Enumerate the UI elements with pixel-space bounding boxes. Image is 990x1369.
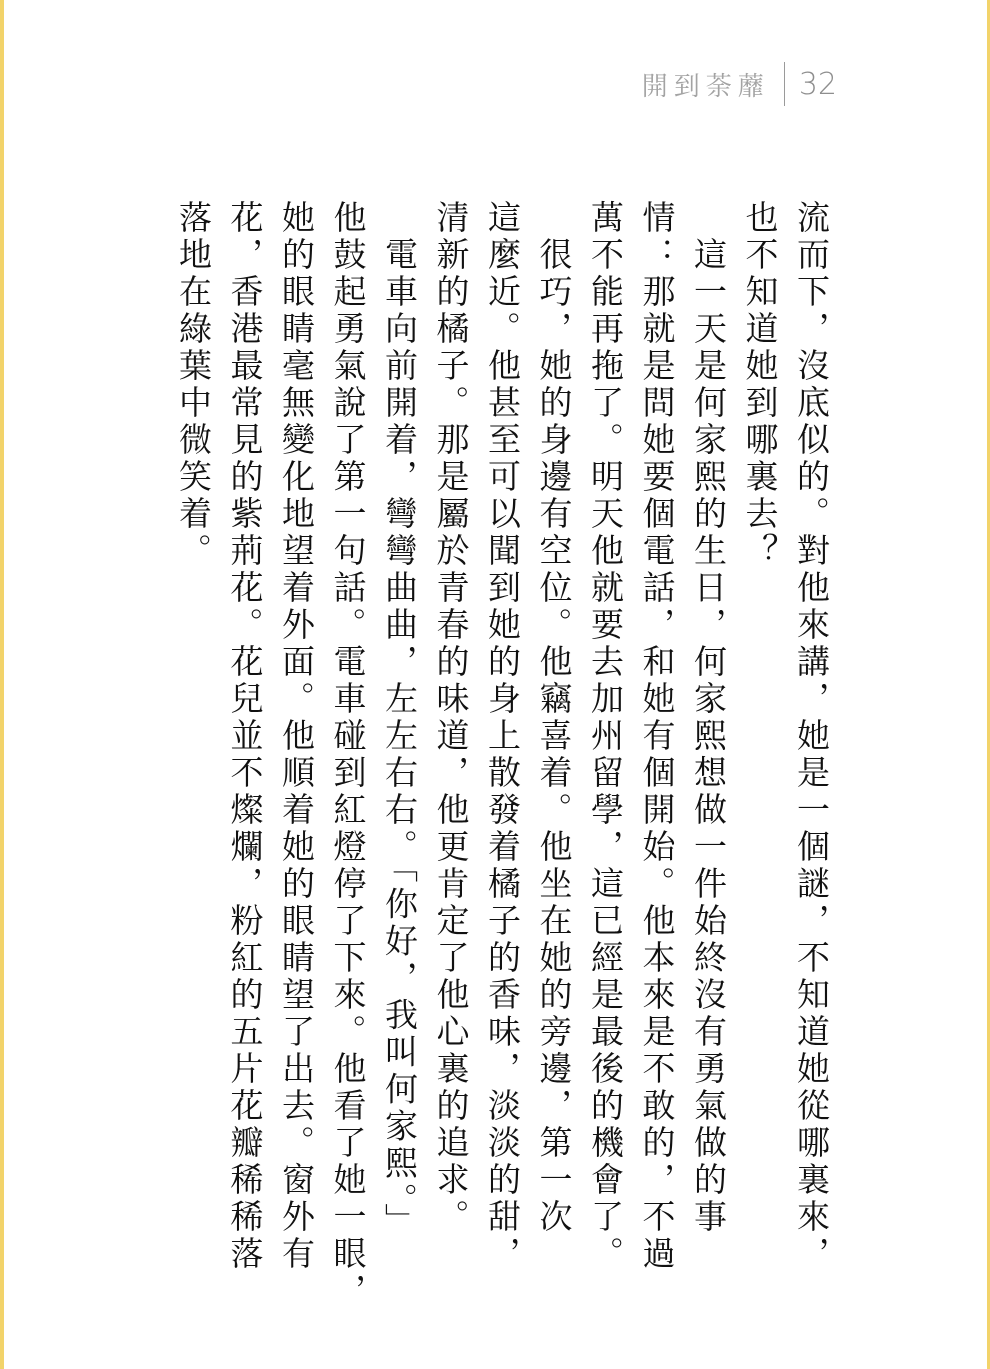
text-column: 這一天是何家熙的生日，何家熙想做一件始終沒有勇氣做的事 [689, 200, 728, 1236]
text-column: 她的眼睛毫無變化地望着外面。他順着她的眼睛望了出去。窗外有 [277, 200, 316, 1273]
text-column: 電車向前開着，彎彎曲曲，左左右右。「你好，我叫何家熙。」 [380, 200, 419, 1240]
book-title: 開到荼蘼 [641, 71, 770, 102]
text-column: 清新的橘子。那是屬於青春的味道，他更肯定了他心裏的追求。 [431, 200, 471, 1236]
page-number: 32 [798, 66, 837, 102]
vertical-text-body [168, 200, 838, 1310]
text-column: 他鼓起勇氣說了第一句話。電車碰到紅燈停了下來。他看了她一眼， [328, 200, 368, 1310]
text-column: 流而下，沒底似的。對他來講，她是一個謎，不知道她從哪裏來， [792, 200, 831, 1273]
running-header [642, 62, 837, 106]
text-column: 很巧，她的身邊有空位。他竊喜着。他坐在她的旁邊，第一次 [534, 200, 574, 1236]
text-column: 花，香港最常見的紫荊花。花兒並不燦爛，粉紅的五片花瓣稀稀落 [225, 200, 265, 1273]
text-column: 也不知道她到哪裏去？ [740, 200, 780, 570]
text-column: 這麼近。他甚至可以聞到她的身上散發着橘子的香味，淡淡的甜， [483, 200, 522, 1273]
text-column: 落地在綠葉中微笑着。 [174, 200, 213, 570]
text-column: 情：那就是問她要個電話，和她有個開始。他本來是不敢的，不過 [637, 200, 677, 1273]
text-column: 萬不能再拖了。明天他就要去加州留學，這已經是最後的機會了。 [586, 200, 625, 1273]
header-divider [784, 62, 785, 106]
